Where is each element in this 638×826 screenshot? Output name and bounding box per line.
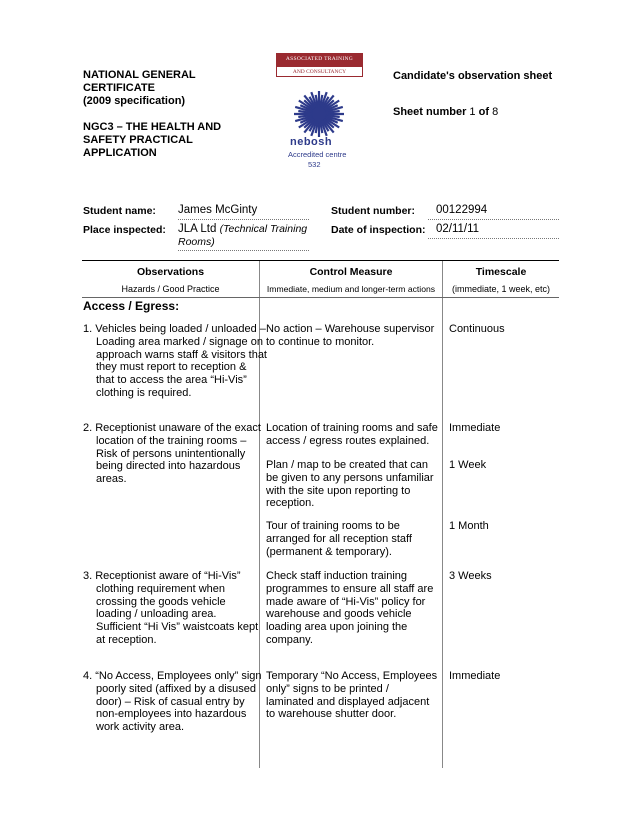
globe-core [312, 107, 326, 121]
control-measure-2a: Location of training rooms and safe access / egress routes explained. [266, 422, 438, 447]
sheet-title: Candidate's observation sheet [393, 70, 553, 82]
sheet-number-label: Sheet number [393, 106, 467, 118]
control-measure-header: Control Measure [309, 266, 393, 278]
place-inspected-value [178, 223, 310, 249]
student-number-label: Student number: [331, 205, 415, 217]
sheet-of-label: of [478, 106, 489, 118]
nebosh-globe-icon [288, 86, 350, 138]
timescale-subheader: (immediate, 1 week, etc) [451, 284, 551, 294]
subtitle-line: APPLICATION [83, 147, 157, 159]
section-title: Access / Egress: [83, 299, 180, 313]
observations-subheader: Hazards / Good Practice [121, 284, 220, 294]
observation-4: 4. “No Access, Employees only” sign poorly sited (affixed by a disused door) – Risk of casual entry by non-employees into hazardous work activity area. [83, 670, 262, 734]
date-value: 02/11/11 [436, 223, 480, 235]
nebosh-logo-text: nebosh [290, 136, 333, 148]
control-measure-2b: Plan / map to be created that can be given to any persons unfamiliar with the site upon reporting to reception. [266, 459, 434, 510]
table-top-rule [82, 260, 559, 261]
header-rule [82, 297, 559, 298]
control-measure-subheader: Immediate, medium and longer-term actions [266, 284, 436, 294]
certificate-title [83, 69, 283, 160]
accredited-centre-label: Accredited centre [288, 150, 347, 159]
title-line: CERTIFICATE [83, 82, 155, 94]
company-name-line1: ASSOCIATED TRAINING [276, 53, 363, 66]
control-measure-4: Temporary “No Access, Employees only” signs to be printed / laminated and displayed adjacent to warehouse shutter door. [266, 670, 438, 721]
subtitle-line: NGC3 – THE HEALTH AND [83, 121, 222, 133]
observation-1: 1. Vehicles being loaded / unloaded – Loading area marked / signage on approach warns staff & visitors that they must report to reception & that to access the area “Hi-Vis” clothing is required. [83, 323, 267, 399]
timescale-2b: 1 Week [449, 459, 487, 471]
timescale-2c: 1 Month [449, 520, 489, 532]
observation-2: 2. Receptionist unaware of the exact location of the training rooms – Risk of persons unintentionally being directed into hazardous areas. [83, 422, 261, 486]
student-number-value: 00122994 [436, 204, 488, 216]
date-underline [428, 238, 559, 239]
student-name-underline [178, 219, 309, 220]
timescale-3: 3 Weeks [449, 570, 492, 582]
subtitle-line: SAFETY PRACTICAL [83, 134, 193, 146]
column-divider [442, 261, 443, 768]
centre-number: 532 [308, 160, 321, 169]
sheet-number [393, 106, 498, 119]
timescale-2a: Immediate [449, 422, 501, 434]
student-number-underline [428, 219, 559, 220]
company-logo [276, 53, 363, 78]
place-inspected-label: Place inspected: [83, 224, 166, 236]
student-name-label: Student name: [83, 205, 156, 217]
sheet-number-value: 1 [469, 106, 476, 118]
place-detail: (Technical Training Rooms) [178, 223, 308, 248]
title-line: (2009 specification) [83, 95, 186, 107]
timescale-4: Immediate [449, 670, 501, 682]
date-label: Date of inspection: [331, 224, 426, 236]
timescale-header: Timescale [475, 266, 527, 278]
observation-3: 3. Receptionist aware of “Hi-Vis” clothing requirement when crossing the goods vehicle loading / unloading area. Sufficient “Hi Vis” waistcoats kept at reception. [83, 570, 259, 646]
place-underline [178, 250, 309, 251]
timescale-1: Continuous [449, 323, 505, 335]
sheet-total-value: 8 [492, 106, 499, 118]
control-measure-3: Check staff induction training programmes to ensure all staff are made aware of “Hi-Vis” policy for warehouse and goods vehicle loading area upon joining the company. [266, 570, 434, 646]
observations-header: Observations [136, 266, 205, 278]
place-company: JLA Ltd [178, 223, 217, 235]
company-name-line2: AND CONSULTANCY [276, 66, 363, 77]
student-name-value: James McGinty [178, 204, 258, 216]
title-line: NATIONAL GENERAL [83, 69, 196, 81]
control-measure-2c: Tour of training rooms to be arranged for all reception staff (permanent & temporary). [266, 520, 412, 558]
control-measure-1: No action – Warehouse supervisor to continue to monitor. [266, 323, 435, 348]
